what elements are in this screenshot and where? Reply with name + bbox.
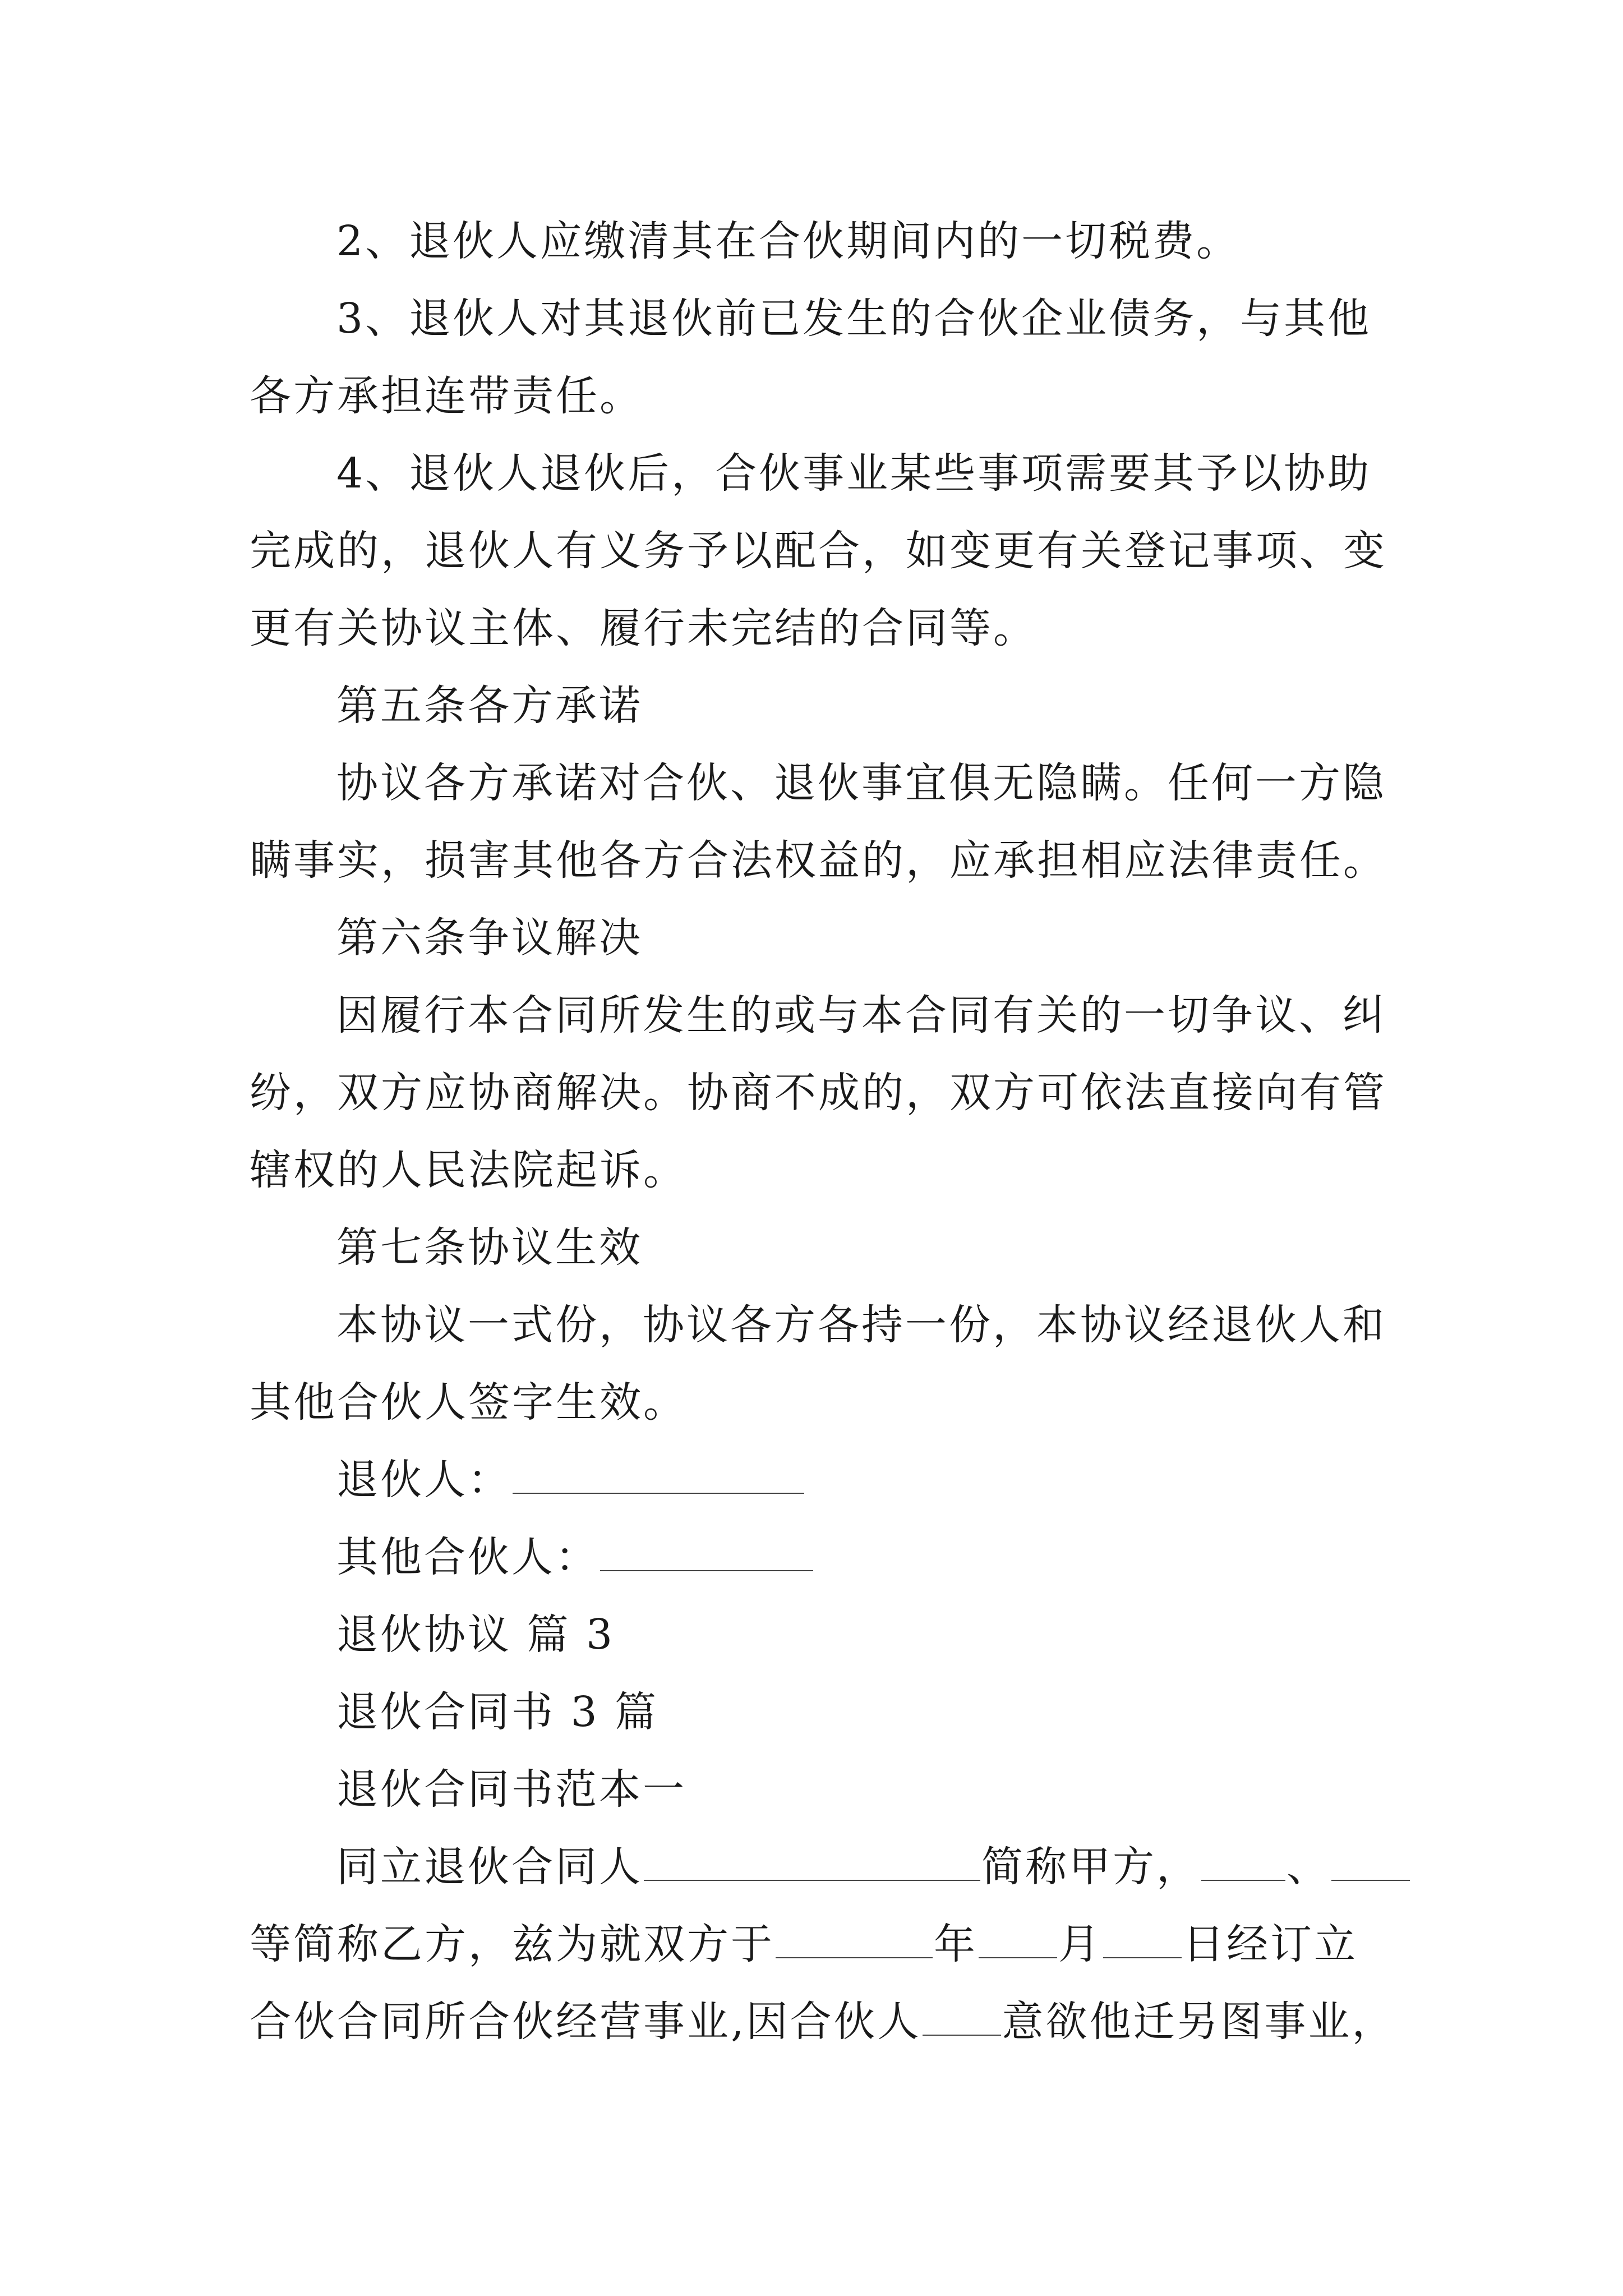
signature-line-withdrawer <box>336 1453 1396 1507</box>
contract-text: 、 <box>1287 1843 1330 1891</box>
withdrawer-label: 退伙人： <box>336 1456 511 1504</box>
fill-blank <box>644 1843 980 1881</box>
contract-line-3 <box>250 1995 1394 2049</box>
section-heading-3: 退伙协议 篇 3 <box>336 1611 615 1659</box>
fill-blank <box>1103 1920 1182 1958</box>
contract-sample-title: 退伙合同书范本一 <box>336 1765 686 1814</box>
clause-item-4: 4、退伙人退伙后，合伙事业某些事项需要其予以协助 <box>336 449 1372 498</box>
signature-line-partners <box>336 1530 1396 1584</box>
article-6-body: 因履行本合同所发生的或与本合同有关的一切争议、纠 <box>336 991 1386 1039</box>
fill-blank <box>979 1920 1057 1958</box>
article-6-body-cont-1: 纷，双方应协商解决。协商不成的，双方可依法直接向有管 <box>250 1069 1387 1117</box>
contract-text: 意欲他迁另图事业， <box>1002 1998 1396 2046</box>
partners-signature-blank <box>600 1533 813 1571</box>
contract-line-1 <box>336 1840 1396 1894</box>
contract-text: 月 <box>1058 1920 1102 1968</box>
article-7-heading: 第七条协议生效 <box>336 1223 643 1272</box>
contract-text: 简称甲方， <box>981 1843 1200 1891</box>
article-7-body-cont: 其他合伙人签字生效。 <box>250 1378 687 1427</box>
contract-text: 等简称乙方，兹为就双方于 <box>250 1920 774 1968</box>
fill-blank <box>923 1998 1001 2036</box>
contract-title: 退伙合同书 3 篇 <box>336 1688 659 1736</box>
contract-line-2 <box>250 1917 1394 1971</box>
fill-blank <box>1201 1843 1285 1881</box>
contract-text: 日经订立 <box>1183 1920 1358 1968</box>
clause-item-4-cont-2: 更有关协议主体、履行未完结的合同等。 <box>250 604 1037 652</box>
withdrawer-signature-blank <box>513 1456 804 1494</box>
clause-item-4-cont-1: 完成的，退伙人有义务予以配合，如变更有关登记事项、变 <box>250 527 1387 575</box>
contract-text: 年 <box>934 1920 978 1968</box>
fill-blank <box>1331 1843 1410 1881</box>
contract-text: 合伙合同所合伙经营事业,因合伙人 <box>250 1998 921 2046</box>
clause-item-3: 3、退伙人对其退伙前已发生的合伙企业债务，与其他 <box>336 295 1372 343</box>
article-6-body-cont-2: 辖权的人民法院起诉。 <box>250 1146 687 1194</box>
article-6-heading: 第六条争议解决 <box>336 914 643 962</box>
fill-blank <box>776 1920 933 1958</box>
partners-label: 其他合伙人： <box>336 1533 599 1581</box>
article-5-body-cont: 瞒事实，损害其他各方合法权益的，应承担相应法律责任。 <box>250 836 1387 885</box>
article-5-heading: 第五条各方承诺 <box>336 682 643 730</box>
article-7-body: 本协议一式份，协议各方各持一份，本协议经退伙人和 <box>336 1301 1386 1349</box>
article-5-body: 协议各方承诺对合伙、退伙事宜俱无隐瞒。任何一方隐 <box>336 759 1386 807</box>
contract-text: 同立退伙合同人 <box>336 1843 643 1891</box>
clause-item-2: 2、退伙人应缴清其在合伙期间内的一切税费。 <box>336 217 1241 265</box>
clause-item-3-cont: 各方承担连带责任。 <box>250 372 643 420</box>
